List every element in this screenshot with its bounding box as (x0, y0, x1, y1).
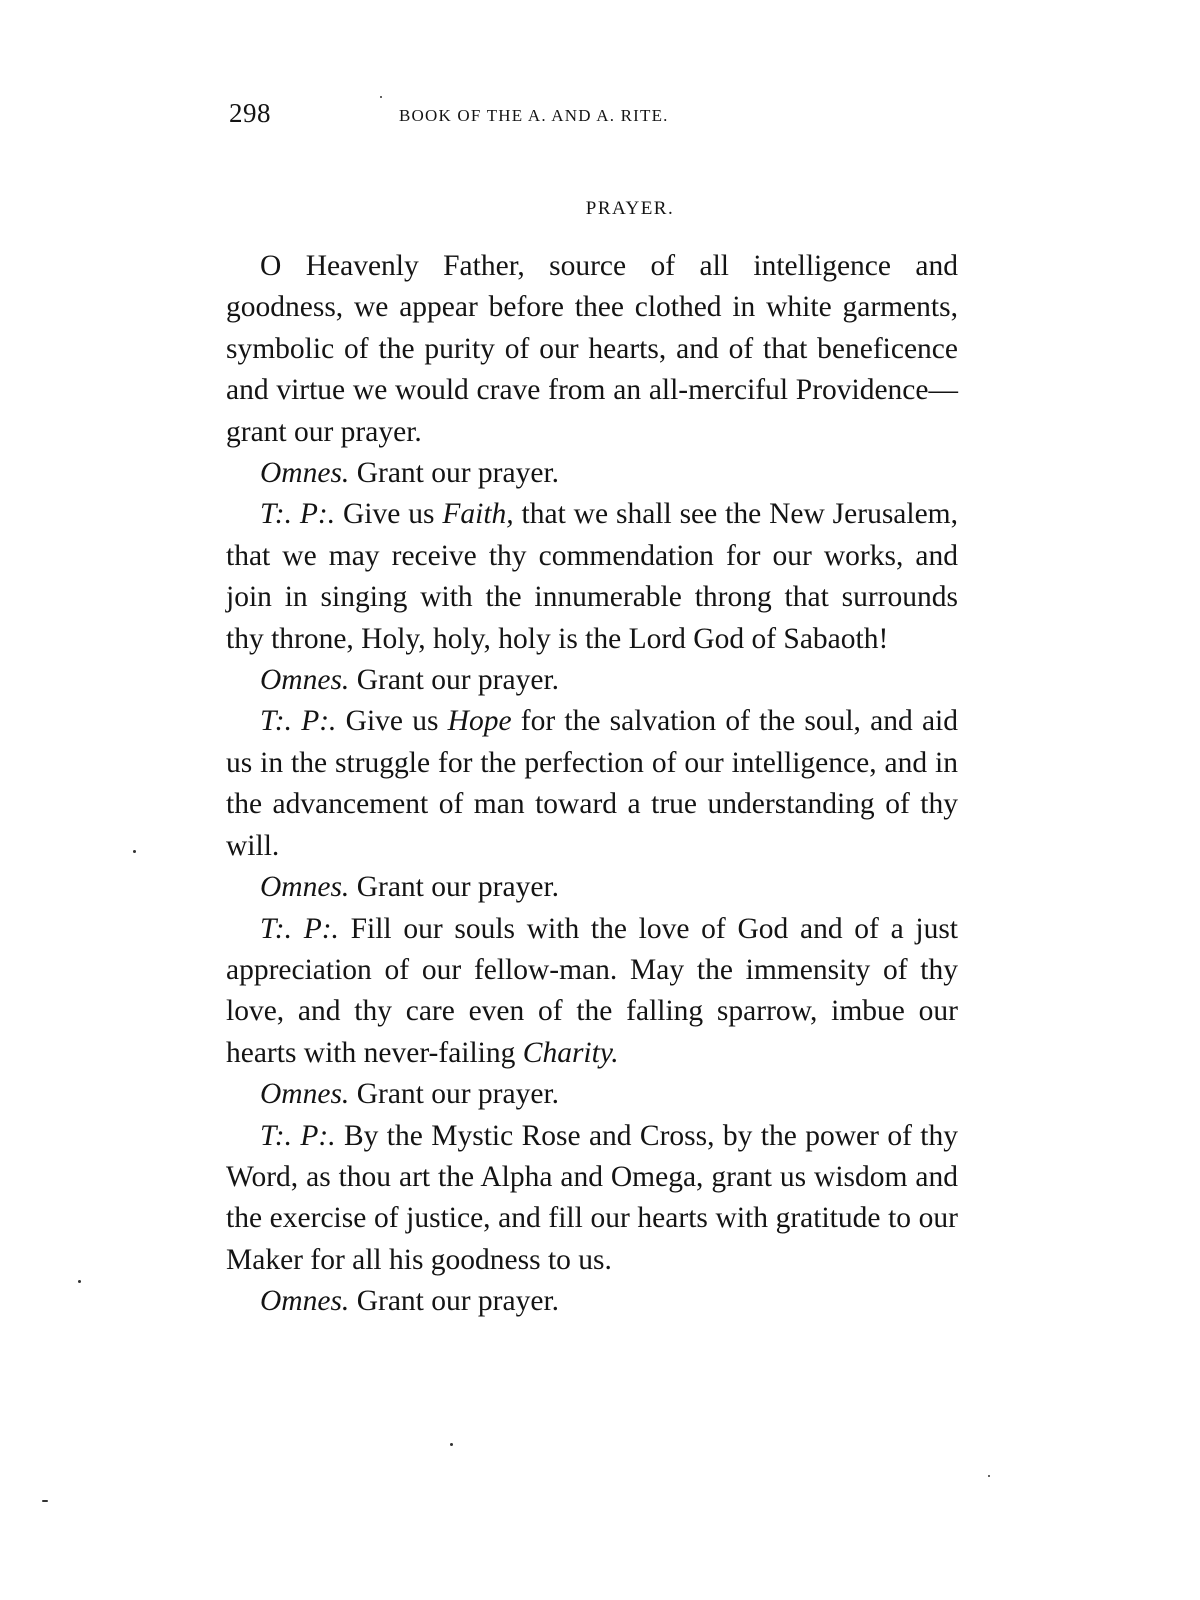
speaker-label: Omnes. (260, 1078, 350, 1111)
response-line (226, 1281, 958, 1322)
paragraph-text: O Heavenly Father, source of all intelligence and goodness, we appear before thee clothed in white garments, symbolic of the purity of our hearts, and of that beneficence and virtue we would crave from an all-merciful Providence—grant our prayer. (226, 250, 958, 448)
scan-speck (42, 1500, 48, 1502)
speaker-label: Omnes. (260, 664, 350, 697)
response-line (226, 867, 958, 908)
petition-text: Fill our souls with the love of God and of a just appreciation of our fellow-man. May the immensity of thy love, and thy care even of the falling sparrow, imbue our hearts with never-failing (226, 912, 958, 1069)
section-title: PRAYER. (585, 198, 675, 219)
petition-text: Give us (335, 498, 443, 531)
speaker-label: T:. P:. (260, 498, 336, 531)
prayer-body (226, 246, 958, 1323)
response-text: Grant our prayer. (349, 664, 560, 697)
speaker-label: T:. P:. (260, 912, 339, 945)
emphasis-word: Charity. (522, 1036, 619, 1069)
response-text: Grant our prayer. (349, 457, 560, 490)
scan-speck (988, 1475, 990, 1477)
petition-text: for the salvation of the soul, and aid us in the struggle for the perfection of our intelligence, and in the advancement of man toward a true understanding of thy will. (226, 705, 958, 862)
opening-prayer (226, 246, 958, 453)
response-line (226, 1074, 958, 1115)
petition-hope (226, 701, 958, 867)
scan-speck (380, 96, 382, 98)
running-head: BOOK OF THE A. AND A. RITE. (399, 106, 669, 125)
response-line (226, 660, 958, 701)
petition-rose-cross (226, 1116, 958, 1282)
response-text: Grant our prayer. (349, 871, 560, 904)
page-number: 298 (229, 98, 271, 128)
scan-speck (78, 1280, 81, 1283)
petition-text: Give us (336, 705, 448, 738)
scan-speck (450, 1443, 453, 1446)
speaker-label: Omnes. (260, 457, 350, 490)
page-header (229, 98, 989, 138)
emphasis-word: Hope (447, 705, 512, 738)
response-text: Grant our prayer. (349, 1285, 560, 1318)
speaker-label: T:. P:. (260, 1119, 336, 1152)
petition-charity (226, 909, 958, 1075)
scan-speck (133, 850, 136, 853)
petition-text: By the Mystic Rose and Cross, by the power of thy Word, as thou art the Alpha and Omega, grant us wisdom and the exercise of justice, and fill our hearts with gratitude to our Maker for all his goodness to us. (226, 1119, 958, 1276)
petition-text: that we shall see the New Jerusalem, that we may receive thy commendation for our works, and join in singing with the innumerable throng that surrounds thy throne, Holy, holy, holy is the Lord God of Sabaoth! (226, 498, 958, 655)
petition-faith (226, 494, 958, 660)
speaker-label: Omnes. (260, 871, 350, 904)
emphasis-word: Faith, (442, 498, 514, 531)
speaker-label: T:. P:. (260, 705, 337, 738)
response-text: Grant our prayer. (349, 1078, 560, 1111)
response-line (226, 453, 958, 494)
speaker-label: Omnes. (260, 1285, 350, 1318)
